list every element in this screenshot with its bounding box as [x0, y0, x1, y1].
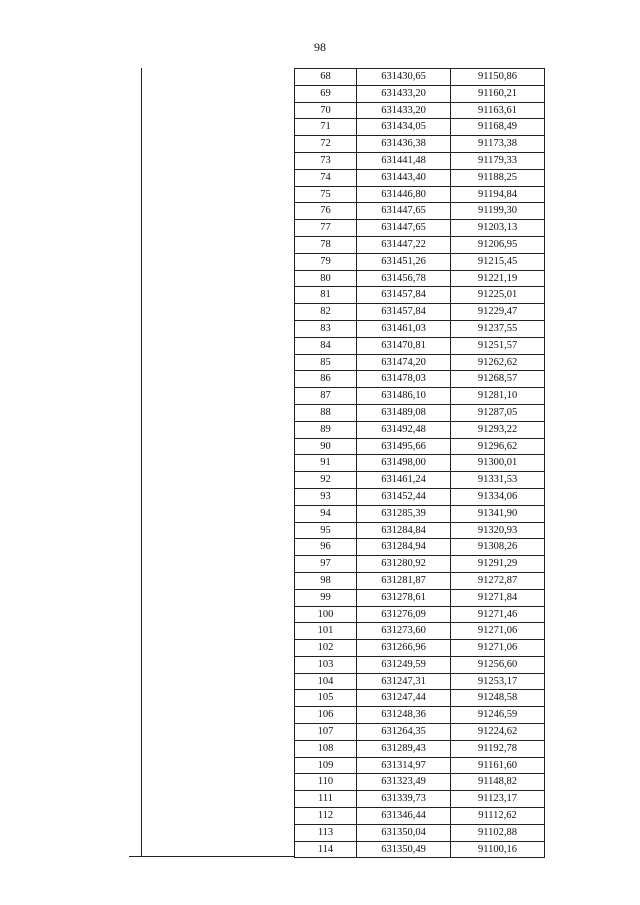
table-row [295, 388, 545, 405]
x-coordinate-cell: 631278,61 [357, 589, 451, 606]
table-row [295, 707, 545, 724]
x-coordinate-cell: 631430,65 [357, 69, 451, 86]
table-row [295, 371, 545, 388]
table-row [295, 522, 545, 539]
table-row [295, 673, 545, 690]
point-number-cell: 96 [295, 539, 357, 556]
y-coordinate-cell: 91281,10 [451, 388, 545, 405]
table-row [295, 740, 545, 757]
point-number-cell: 85 [295, 354, 357, 371]
y-coordinate-cell: 91161,60 [451, 757, 545, 774]
y-coordinate-cell: 91272,87 [451, 572, 545, 589]
table-row [295, 539, 545, 556]
point-number-cell: 82 [295, 304, 357, 321]
page-number: 98 [314, 40, 326, 54]
table-row [295, 186, 545, 203]
y-coordinate-cell: 91271,84 [451, 589, 545, 606]
y-coordinate-cell: 91163,61 [451, 102, 545, 119]
y-coordinate-cell: 91251,57 [451, 337, 545, 354]
point-number-cell: 102 [295, 640, 357, 657]
point-number-cell: 107 [295, 724, 357, 741]
x-coordinate-cell: 631284,84 [357, 522, 451, 539]
table-row [295, 253, 545, 270]
point-number-cell: 103 [295, 656, 357, 673]
table-row [295, 808, 545, 825]
y-coordinate-cell: 91296,62 [451, 438, 545, 455]
x-coordinate-cell: 631492,48 [357, 421, 451, 438]
table-row [295, 236, 545, 253]
x-coordinate-cell: 631350,04 [357, 824, 451, 841]
y-coordinate-cell: 91248,58 [451, 690, 545, 707]
table-row [295, 287, 545, 304]
x-coordinate-cell: 631289,43 [357, 740, 451, 757]
x-coordinate-cell: 631273,60 [357, 623, 451, 640]
y-coordinate-cell: 91256,60 [451, 656, 545, 673]
x-coordinate-cell: 631276,09 [357, 606, 451, 623]
y-coordinate-cell: 91192,78 [451, 740, 545, 757]
x-coordinate-cell: 631456,78 [357, 270, 451, 287]
bottom-rule [129, 856, 295, 857]
x-coordinate-cell: 631451,26 [357, 253, 451, 270]
y-coordinate-cell: 91341,90 [451, 505, 545, 522]
y-coordinate-cell: 91246,59 [451, 707, 545, 724]
x-coordinate-cell: 631452,44 [357, 488, 451, 505]
x-coordinate-cell: 631264,35 [357, 724, 451, 741]
y-coordinate-cell: 91334,06 [451, 488, 545, 505]
x-coordinate-cell: 631346,44 [357, 808, 451, 825]
table-row [295, 757, 545, 774]
x-coordinate-cell: 631447,22 [357, 236, 451, 253]
x-coordinate-cell: 631247,44 [357, 690, 451, 707]
y-coordinate-cell: 91320,93 [451, 522, 545, 539]
point-number-cell: 77 [295, 220, 357, 237]
table-row [295, 421, 545, 438]
x-coordinate-cell: 631249,59 [357, 656, 451, 673]
table-row [295, 556, 545, 573]
x-coordinate-cell: 631470,81 [357, 337, 451, 354]
x-coordinate-cell: 631281,87 [357, 572, 451, 589]
y-coordinate-cell: 91331,53 [451, 472, 545, 489]
x-coordinate-cell: 631461,03 [357, 320, 451, 337]
table-row [295, 656, 545, 673]
table-row [295, 505, 545, 522]
table-row [295, 136, 545, 153]
x-coordinate-cell: 631447,65 [357, 220, 451, 237]
x-coordinate-cell: 631495,66 [357, 438, 451, 455]
x-coordinate-cell: 631478,03 [357, 371, 451, 388]
point-number-cell: 87 [295, 388, 357, 405]
point-number-cell: 89 [295, 421, 357, 438]
x-coordinate-cell: 631434,05 [357, 119, 451, 136]
x-coordinate-cell: 631284,94 [357, 539, 451, 556]
point-number-cell: 72 [295, 136, 357, 153]
x-coordinate-cell: 631446,80 [357, 186, 451, 203]
y-coordinate-cell: 91100,16 [451, 841, 545, 858]
table-row [295, 354, 545, 371]
y-coordinate-cell: 91262,62 [451, 354, 545, 371]
coordinates-table-body [295, 69, 545, 858]
coordinates-table [294, 68, 545, 858]
point-number-cell: 90 [295, 438, 357, 455]
point-number-cell: 92 [295, 472, 357, 489]
y-coordinate-cell: 91268,57 [451, 371, 545, 388]
y-coordinate-cell: 91160,21 [451, 85, 545, 102]
point-number-cell: 74 [295, 169, 357, 186]
x-coordinate-cell: 631486,10 [357, 388, 451, 405]
point-number-cell: 78 [295, 236, 357, 253]
point-number-cell: 79 [295, 253, 357, 270]
y-coordinate-cell: 91271,06 [451, 640, 545, 657]
table-row [295, 119, 545, 136]
x-coordinate-cell: 631433,20 [357, 102, 451, 119]
y-coordinate-cell: 91215,45 [451, 253, 545, 270]
x-coordinate-cell: 631441,48 [357, 152, 451, 169]
point-number-cell: 112 [295, 808, 357, 825]
x-coordinate-cell: 631247,31 [357, 673, 451, 690]
y-coordinate-cell: 91287,05 [451, 404, 545, 421]
y-coordinate-cell: 91179,33 [451, 152, 545, 169]
y-coordinate-cell: 91225,01 [451, 287, 545, 304]
point-number-cell: 106 [295, 707, 357, 724]
point-number-cell: 101 [295, 623, 357, 640]
x-coordinate-cell: 631489,08 [357, 404, 451, 421]
x-coordinate-cell: 631474,20 [357, 354, 451, 371]
x-coordinate-cell: 631248,36 [357, 707, 451, 724]
table-row [295, 606, 545, 623]
x-coordinate-cell: 631339,73 [357, 791, 451, 808]
point-number-cell: 105 [295, 690, 357, 707]
x-coordinate-cell: 631285,39 [357, 505, 451, 522]
point-number-cell: 70 [295, 102, 357, 119]
y-coordinate-cell: 91168,49 [451, 119, 545, 136]
point-number-cell: 68 [295, 69, 357, 86]
table-row [295, 623, 545, 640]
table-row [295, 824, 545, 841]
point-number-cell: 95 [295, 522, 357, 539]
point-number-cell: 110 [295, 774, 357, 791]
y-coordinate-cell: 91271,06 [451, 623, 545, 640]
y-coordinate-cell: 91150,86 [451, 69, 545, 86]
x-coordinate-cell: 631498,00 [357, 455, 451, 472]
table-row [295, 791, 545, 808]
y-coordinate-cell: 91291,29 [451, 556, 545, 573]
point-number-cell: 108 [295, 740, 357, 757]
y-coordinate-cell: 91123,17 [451, 791, 545, 808]
point-number-cell: 93 [295, 488, 357, 505]
y-coordinate-cell: 91173,38 [451, 136, 545, 153]
point-number-cell: 94 [295, 505, 357, 522]
y-coordinate-cell: 91112,62 [451, 808, 545, 825]
x-coordinate-cell: 631280,92 [357, 556, 451, 573]
table-row [295, 724, 545, 741]
point-number-cell: 83 [295, 320, 357, 337]
x-coordinate-cell: 631266,96 [357, 640, 451, 657]
point-number-cell: 75 [295, 186, 357, 203]
point-number-cell: 113 [295, 824, 357, 841]
y-coordinate-cell: 91203,13 [451, 220, 545, 237]
table-row [295, 169, 545, 186]
table-row [295, 304, 545, 321]
table-row [295, 589, 545, 606]
table-row [295, 203, 545, 220]
point-number-cell: 80 [295, 270, 357, 287]
point-number-cell: 86 [295, 371, 357, 388]
x-coordinate-cell: 631323,49 [357, 774, 451, 791]
point-number-cell: 76 [295, 203, 357, 220]
y-coordinate-cell: 91253,17 [451, 673, 545, 690]
table-row [295, 270, 545, 287]
y-coordinate-cell: 91237,55 [451, 320, 545, 337]
table-row [295, 438, 545, 455]
table-row [295, 404, 545, 421]
table-row [295, 690, 545, 707]
x-coordinate-cell: 631433,20 [357, 85, 451, 102]
table-row [295, 102, 545, 119]
x-coordinate-cell: 631436,38 [357, 136, 451, 153]
point-number-cell: 104 [295, 673, 357, 690]
x-coordinate-cell: 631443,40 [357, 169, 451, 186]
table-row [295, 220, 545, 237]
table-row [295, 640, 545, 657]
point-number-cell: 69 [295, 85, 357, 102]
left-column-frame [141, 68, 295, 857]
point-number-cell: 114 [295, 841, 357, 858]
y-coordinate-cell: 91102,88 [451, 824, 545, 841]
table-row [295, 320, 545, 337]
point-number-cell: 100 [295, 606, 357, 623]
table-row [295, 455, 545, 472]
x-coordinate-cell: 631447,65 [357, 203, 451, 220]
point-number-cell: 71 [295, 119, 357, 136]
y-coordinate-cell: 91300,01 [451, 455, 545, 472]
table-row [295, 69, 545, 86]
x-coordinate-cell: 631461,24 [357, 472, 451, 489]
table-row [295, 337, 545, 354]
y-coordinate-cell: 91308,26 [451, 539, 545, 556]
point-number-cell: 81 [295, 287, 357, 304]
point-number-cell: 111 [295, 791, 357, 808]
point-number-cell: 99 [295, 589, 357, 606]
x-coordinate-cell: 631457,84 [357, 304, 451, 321]
x-coordinate-cell: 631350,49 [357, 841, 451, 858]
table-row [295, 572, 545, 589]
x-coordinate-cell: 631314,97 [357, 757, 451, 774]
y-coordinate-cell: 91224,62 [451, 724, 545, 741]
point-number-cell: 91 [295, 455, 357, 472]
y-coordinate-cell: 91293,22 [451, 421, 545, 438]
y-coordinate-cell: 91221,19 [451, 270, 545, 287]
y-coordinate-cell: 91199,30 [451, 203, 545, 220]
y-coordinate-cell: 91188,25 [451, 169, 545, 186]
table-row [295, 841, 545, 858]
y-coordinate-cell: 91229,47 [451, 304, 545, 321]
point-number-cell: 109 [295, 757, 357, 774]
y-coordinate-cell: 91206,95 [451, 236, 545, 253]
point-number-cell: 73 [295, 152, 357, 169]
x-coordinate-cell: 631457,84 [357, 287, 451, 304]
y-coordinate-cell: 91271,46 [451, 606, 545, 623]
table-row [295, 85, 545, 102]
table-row [295, 472, 545, 489]
point-number-cell: 88 [295, 404, 357, 421]
table-row [295, 774, 545, 791]
point-number-cell: 98 [295, 572, 357, 589]
table-row [295, 152, 545, 169]
y-coordinate-cell: 91194,84 [451, 186, 545, 203]
y-coordinate-cell: 91148,82 [451, 774, 545, 791]
point-number-cell: 97 [295, 556, 357, 573]
table-row [295, 488, 545, 505]
point-number-cell: 84 [295, 337, 357, 354]
